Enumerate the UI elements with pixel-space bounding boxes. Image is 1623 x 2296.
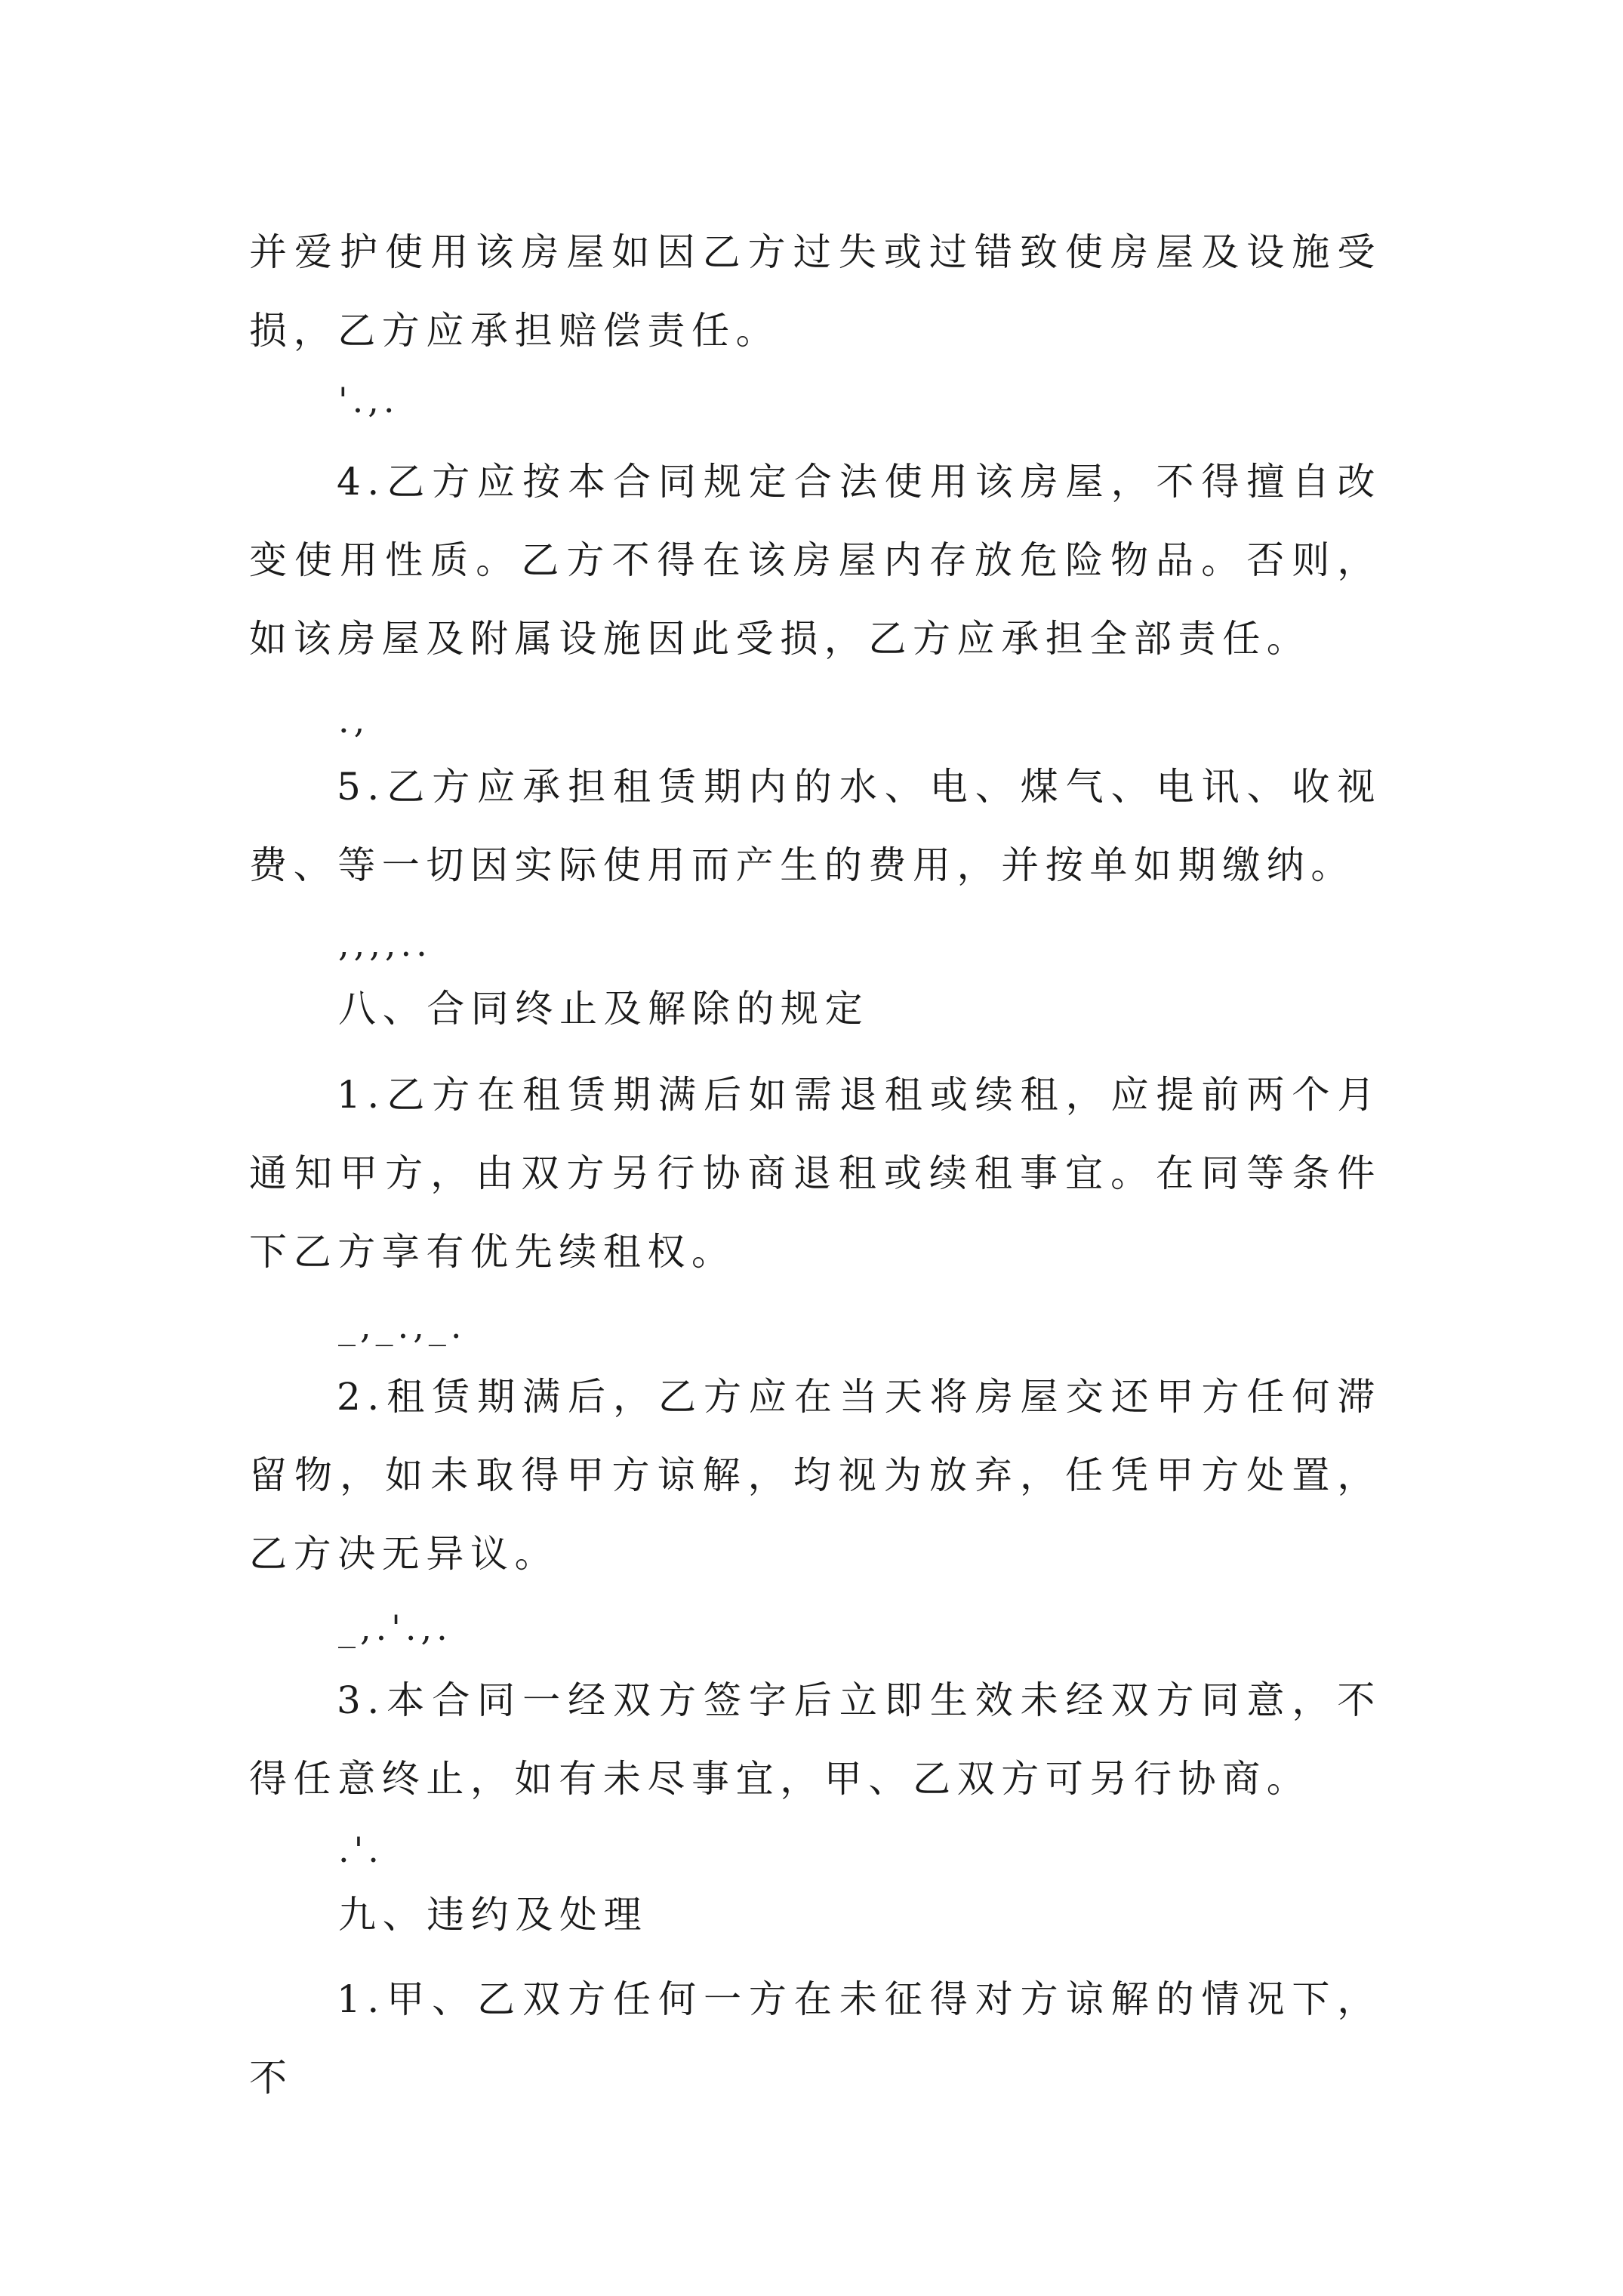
clause-5-paragraph: 5.乙方应承担租赁期内的水、电、煤气、电讯、收视费、等一切因实际使用而产生的费用，并按单如期缴纳。 [249, 765, 1381, 887]
section-8-clause-1-paragraph: 1.乙方在租赁期满后如需退租或续租，应提前两个月通知甲方，由双方另行协商退租或续租事宜。在同等条件下乙方享有优先续租权。 [249, 1073, 1381, 1274]
scan-noise-marks: .'. [338, 1829, 383, 1870]
scan-noise-marks: _,_.,_. [338, 1305, 467, 1346]
scan-noise-marks: ,,,,.. [338, 923, 432, 964]
section-9-clause-1-paragraph: 1.甲、乙双方任何一方在未征得对方谅解的情况下，不 [249, 1977, 1381, 2100]
scan-noise-marks: _,.'.,. [338, 1607, 452, 1648]
clause-4-paragraph: 4.乙方应按本合同规定合法使用该房屋，不得擅自改变使用性质。乙方不得在该房屋内存放危险物品。否则，如该房屋及附属设施因此受损，乙方应承担全部责任。 [249, 460, 1381, 661]
section-8-clause-3-paragraph: 3.本合同一经双方签字后立即生效未经双方同意，不得任意终止，如有未尽事宜，甲、乙双方可另行协商。 [249, 1678, 1381, 1801]
section-9-heading: 九、违约及处理 [338, 1893, 648, 1937]
scan-noise-marks: '.,. [338, 380, 399, 421]
section-8-clause-2-paragraph: 2.租赁期满后，乙方应在当天将房屋交还甲方任何滞留物，如未取得甲方谅解，均视为放弃，任凭甲方处置，乙方决无异议。 [249, 1375, 1381, 1576]
scan-noise-marks: ., [338, 700, 370, 741]
section-8-heading: 八、合同终止及解除的规定 [338, 987, 870, 1031]
clause-continuation-paragraph: 并爱护使用该房屋如因乙方过失或过错致使房屋及设施受损，乙方应承担赔偿责任。 [249, 230, 1381, 353]
